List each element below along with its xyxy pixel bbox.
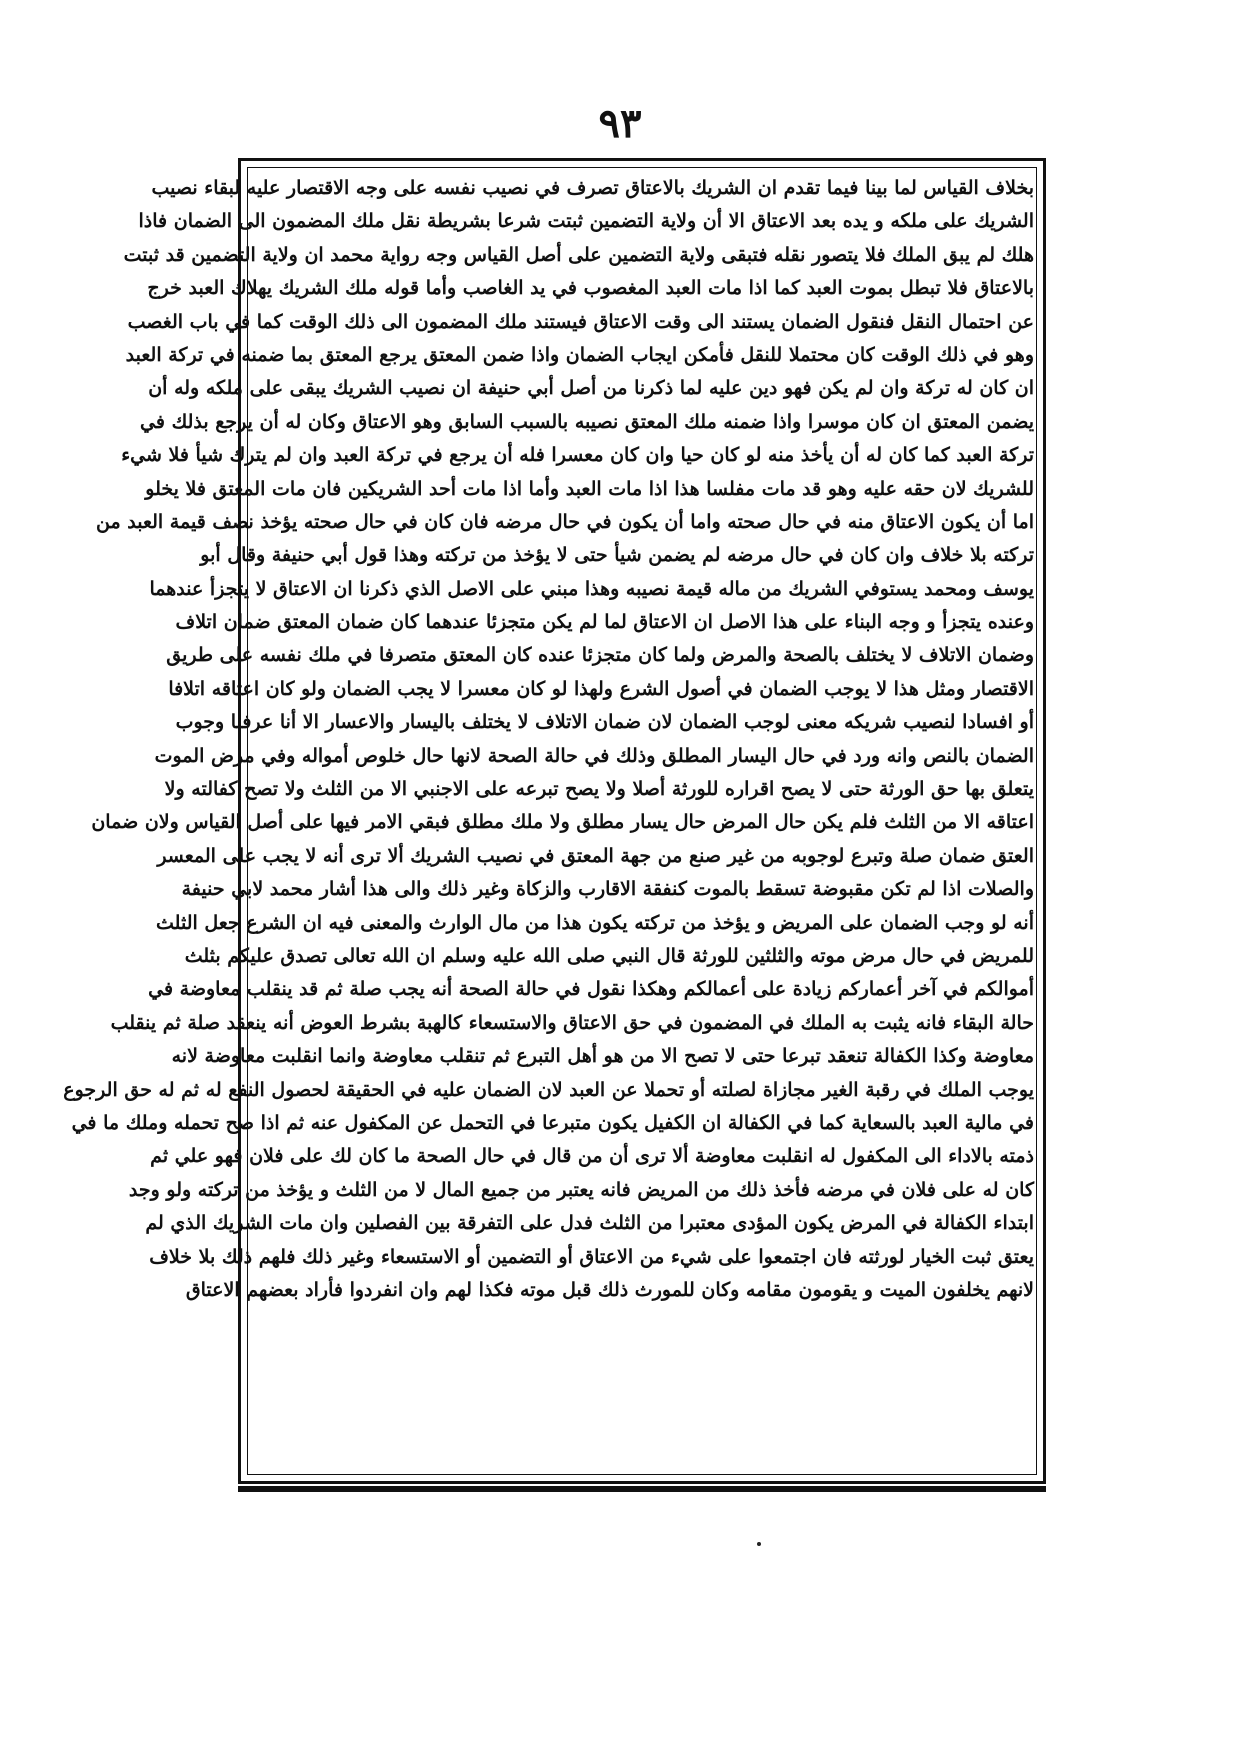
text-line: ان كان له تركة وان لم يكن فهو دين عليه لما ذكرنا من أصل أبي حنيفة ان نصيب الشريك يبقى على ملكه وله أن [148,377,1034,400]
text-line: وضمان الاتلاف لا يختلف بالصحة والمرض ولما كان متجزئا عنده كان المعتق متصرفا في ملك نفسه على طريق [166,644,1034,667]
text-line [250,1374,1034,1407]
text-line: اما أن يكون الاعتاق منه في حال صحته واما أن يكون في حال مرضه فان كان في حال صحته يؤخذ نصف قيمة العبد من [95,510,1034,533]
text-line: وهو في ذلك الوقت كان محتملا للنقل فأمكن ايجاب الضمان واذا ضمن المعتق يرجع المعتق بما ضمنه في تركة العبد [125,343,1034,366]
text-line: ذمته بالاداء الى المكفول له انقلبت معاوضة ألا ترى أن من قال في حال الصحة ما كان لك على فلان فهو علي ثم [150,1145,1034,1168]
text-line: يوجب الملك في رقبة الغير مجازاة لصلته أو تحملا عن العبد لان الضمان عليه في الحقيقة لحصول النفع له ثم له حق الرجوع [63,1078,1034,1101]
text-line [250,1341,1034,1374]
text-line: تركته بلا خلاف وان كان في حال مرضه لم يضمن شيأ حتى لا يؤخذ من تركته وهذا قول أبي حنيفة وقال أبو [200,544,1034,567]
text-line: ابتداء الكفالة في المرض يكون المؤدى معتبرا من الثلث فدل على التفرقة بين الفصلين وان مات الشريك الذي لم [145,1212,1034,1235]
text-line: لانهم يخلفون الميت و يقومون مقامه وكان للمورث ذلك قبل موته فكذا لهم وان انفردوا فأراد بعضهم الاعتاق [185,1278,1034,1301]
text-line: في مالية العبد بالسعاية كما في الكفالة ان الكفيل يكون متبرعا في التحمل عن المكفول عنه ثم اذا صح تحمله وملك ما في [71,1111,1034,1134]
main-text [63,172,1034,1478]
text-line: أو افسادا لنصيب شريكه معنى لوجب الضمان لان ضمان الاتلاف لا يختلف باليسار والاعسار الا أنا عرفنا وجوب [175,711,1034,734]
text-line: الضمان بالنص وانه ورد في حال اليسار المطلق وذلك في حالة الصحة لانها حال خلوص أمواله وفي مرض الموت [154,744,1034,767]
text-line: تركة العبد كما كان له أن يأخذ منه لو كان حيا وان كان معسرا فله أن يرجع في تركة العبد وان لم يترك شيأ فلا شيء [121,444,1034,467]
ink-dot [757,1542,761,1546]
text-line: الشريك على ملكه و يده بعد الاعتاق الا أن ولاية التضمين ثبتت شرعا بشريطة نقل ملك المضمون الى الضمان فاذا [138,210,1034,233]
text-line: للشريك لان حقه عليه وهو قد مات مفلسا هذا اذا مات العبد وأما اذا مات أحد الشريكين فان مات المعتق فلا يخلو [145,477,1034,500]
text-line: يتعلق بها حق الورثة حتى لا يصح اقراره للورثة أصلا ولا يصح تبرعه على الاجنبي الا من الثلث ولا تصح كفالته ولا [164,778,1034,801]
text-line: كان له على فلان في مرضه فأخذ ذلك من المريض فانه يعتبر من جميع المال لا من الثلث و يؤخذ من تركته ولو وجد [128,1178,1034,1201]
text-line: اعتاقه الا من الثلث فلم يكن حال المرض حال يسار مطلق ولا ملك مطلق فبقي الامر فيها على أصل القياس ولان ضمان [91,811,1034,834]
text-line [250,1307,1034,1340]
text-line: يضمن المعتق ان كان موسرا واذا ضمنه ملك المعتق نصيبه بالسبب السابق وهو الاعتاق وكان له أن يرجع بذلك في [140,410,1034,433]
text-line: للمريض في حال مرض موته والثلثين للورثة قال النبي صلى الله عليه وسلم ان الله تعالى تصدق عليكم بثلث [184,944,1034,967]
text-line: أموالكم في آخر أعماركم زيادة على أعمالكم وهكذا نقول في حالة الصحة أنه يجب صلة ثم قد ينقلب معاوضة في [148,978,1034,1001]
text-line: يوسف ومحمد يستوفي الشريك من ماله قيمة نصيبه وهذا مبني على الاصل الذي ذكرنا ان الاعتاق لا يتجزأ عندهما [149,577,1034,600]
text-line: حالة البقاء فانه يثبت به الملك في المضمون في حق الاعتاق والاستسعاء كالهبة بشرط العوض أنه ينعقد صلة ثم ينقلب [110,1011,1034,1034]
text-line: يعتق ثبت الخيار لورثته فان اجتمعوا على شيء من الاعتاق أو التضمين أو الاستسعاء وغير ذلك فلهم ذلك بلا خلاف [149,1245,1034,1268]
text-line: هلك لم يبق الملك فلا يتصور نقله فتبقى ولاية التضمين على أصل القياس وجه رواية محمد ان ولاية التضمين قد ثبتت [123,243,1034,266]
text-line: والصلات اذا لم تكن مقبوضة تسقط بالموت كنفقة الاقارب والزكاة وغير ذلك والى هذا أشار محمد لابي حنيفة [181,878,1034,901]
text-line: العتق ضمان صلة وتبرع لوجوبه من غير صنع من جهة المعتق في نصيب الشريك ألا ترى أنه لا يجب على المعسر [157,844,1034,867]
text-line [250,1407,1034,1440]
text-line: الاقتصار ومثل هذا لا يوجب الضمان في أصول الشرع ولهذا لو كان معسرا لا يجب الضمان ولو كان اعتاقه اتلافا [168,677,1034,700]
text-line: عن احتمال النقل فنقول الضمان يستند الى وقت الاعتاق فيستند ملك المضمون الى ذلك الوقت كما في باب الغصب [127,310,1034,333]
bottom-rule [238,1486,1046,1492]
page-number: ٩٣ [598,100,642,147]
text-line: بالاعتاق فلا تبطل بموت العبد كما اذا مات العبد المغصوب في يد الغاصب وأما قوله ملك الشريك يهلاك العبد خرج [147,277,1034,300]
text-line: معاوضة وكذا الكفالة تنعقد تبرعا حتى لا تصح الا من هو أهل التبرع ثم تنقلب معاوضة وانما انقلبت معاوضة لانه [171,1045,1034,1068]
text-line: بخلاف القياس لما بينا فيما تقدم ان الشريك بالاعتاق تصرف في نصيب نفسه على وجه الاقتصار عليه لبقاء نصيب [151,177,1034,199]
text-line: أنه لو وجب الضمان على المريض و يؤخذ من تركته يكون هذا من مال الوارث والمعنى فيه ان الشرع جعل الثلث [156,911,1034,934]
text-line: وعنده يتجزأ و وجه البناء على هذا الاصل ان الاعتاق لما لم يكن متجزئا عندهما كان ضمان المعتق ضمان اتلاف [175,611,1034,634]
